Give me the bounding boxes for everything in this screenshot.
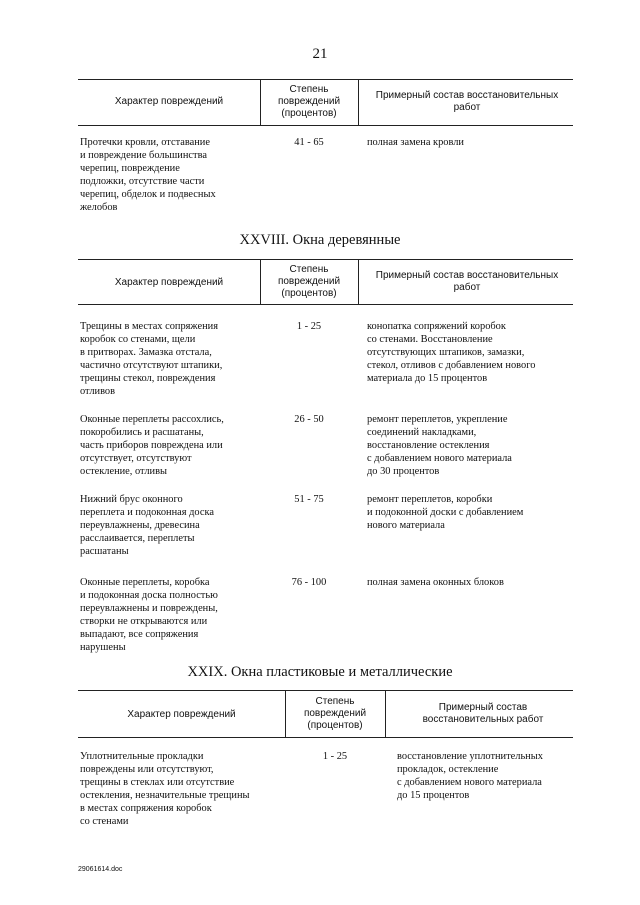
works-text: конопатка сопряжений коробок со стенами. Восстановление отсутствующих штапиков, замазки, стекол, отливов с добавлением нового материала до 15 процентов — [367, 321, 536, 384]
section-title-xxix: XXIX. Окна пластиковые и металлические — [187, 664, 453, 680]
damage-text: Нижний брус оконного переплета и подоконная доска переувлажнены, древесина расслаивается, переплеты расшатаны — [80, 494, 214, 557]
header-damage: Характер повреждений — [114, 277, 224, 288]
degree-value: 76 - 100 — [291, 577, 327, 588]
header-degree: Степень повреждений (процентов) — [277, 264, 341, 299]
degree-value: 51 - 75 — [294, 494, 324, 505]
works-text: полная замена оконных блоков — [367, 577, 504, 588]
works-text: ремонт переплетов, коробки и подоконной доски с добавлением нового материала — [367, 494, 524, 531]
damage-text: Трещины в местах сопряжения коробок со стенами, щели в притворах. Замазка отстала, частично отсутствуют штапики, трещины стекол, повреждения отливов — [80, 321, 223, 397]
damage-text: Протечки кровли, отставание и повреждение большинства черепиц, повреждение подложки, отсутствие части черепиц, обделок и подвесных желобов — [80, 137, 216, 213]
damage-text: Оконные переплеты рассохлись, покоробились и расшатаны, часть приборов повреждена или отсутствует, отсутствуют остекление, отливы — [80, 414, 224, 477]
degree-value: 1 - 25 — [322, 751, 348, 762]
damage-text: Оконные переплеты, коробка и подоконная доска полностью переувлажнены и повреждены, створки не открываются или выпадают, все сопряжения нарушены — [80, 577, 218, 653]
page-number: 21 — [312, 46, 328, 62]
degree-value: 1 - 25 — [296, 321, 322, 332]
header-damage: Характер повреждений — [127, 709, 236, 720]
degree-value: 26 - 50 — [294, 414, 324, 425]
works-text: полная замена кровли — [367, 137, 464, 148]
damage-text: Уплотнительные прокладки повреждены или отсутствуют, трещины в стеклах или отсутствие остекления, незначительные трещины в местах сопряжения коробок со стенами — [80, 751, 250, 827]
degree-value: 41 - 65 — [294, 137, 324, 148]
header-works: Примерный состав восстановительных работ — [375, 90, 559, 113]
section-title-xxviii: XXVIII. Окна деревянные — [239, 232, 401, 248]
header-works: Примерный состав восстановительных работ — [422, 702, 544, 725]
header-damage: Характер повреждений — [114, 96, 224, 107]
footer-filename: 29061614.doc — [78, 866, 123, 873]
header-works: Примерный состав восстановительных работ — [375, 270, 559, 293]
works-text: восстановление уплотнительных прокладок, остекление с добавлением нового материала до 15 процентов — [397, 751, 543, 801]
header-degree: Степень повреждений (процентов) — [277, 84, 341, 119]
header-degree: Степень повреждений (процентов) — [303, 696, 367, 731]
works-text: ремонт переплетов, укрепление соединений накладками, восстановление остекления с добавлением нового материала до 30 процентов — [367, 414, 512, 477]
